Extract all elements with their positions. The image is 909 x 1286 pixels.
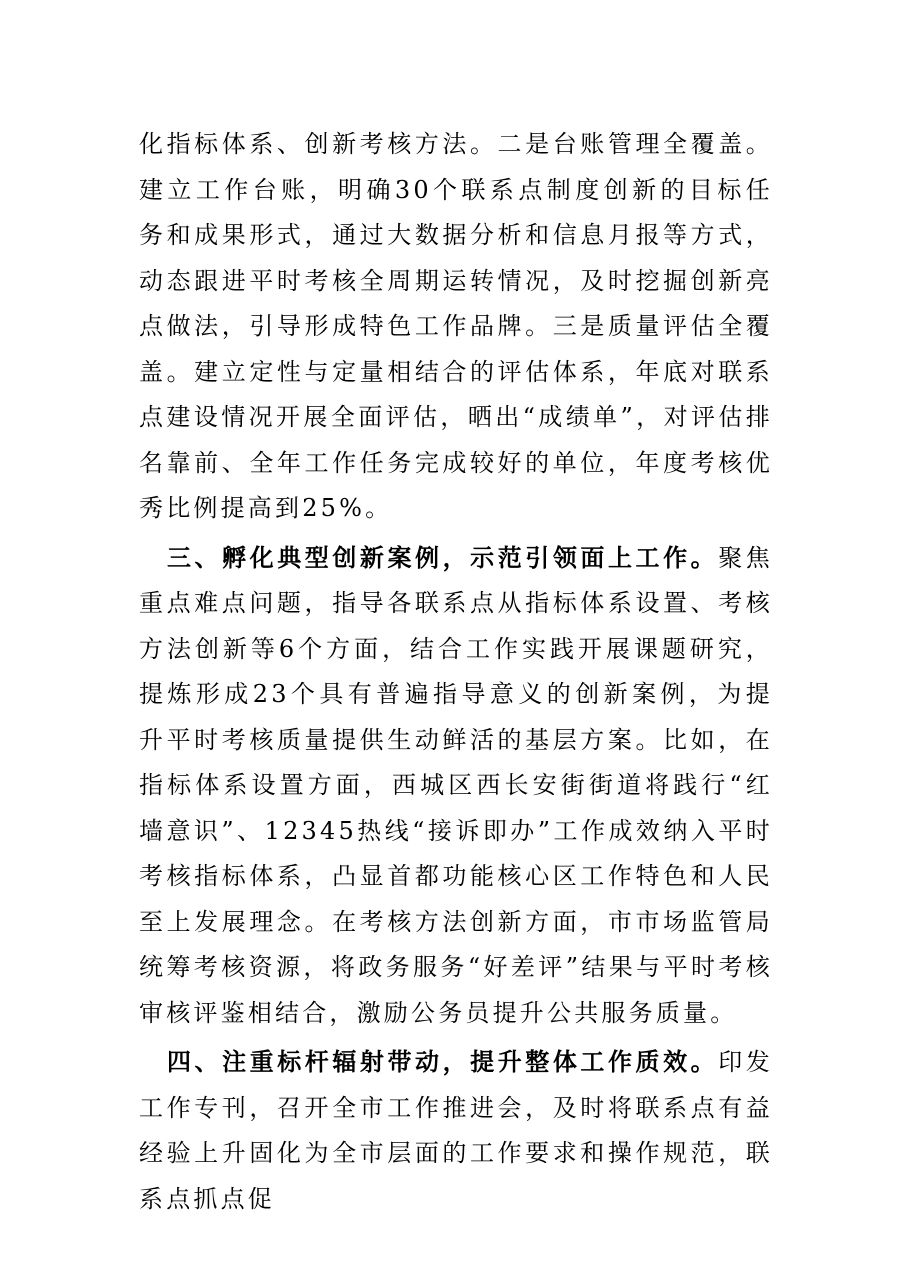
document-body	[139, 122, 773, 1222]
paragraph-1	[139, 122, 773, 532]
paragraph-3-heading: 四、注重标杆辐射带动，提升整体工作质效。	[167, 1048, 719, 1076]
paragraph-2-heading: 三、孵化典型创新案例，示范引领面上工作。	[167, 543, 719, 572]
paragraph-2-text: 聚焦重点难点问题，指导各联系点从指标体系设置、考核方法创新等6个方面，结合工作实践开展课题研究，提炼形成23个具有普遍指导意义的创新案例，为提升平时考核质量提供生动鲜活的基层方案。比如，在指标体系设置方面，西城区西长安街街道将践行“红墙意识”、12345热线“接诉即办”工作成效纳入平时考核指标体系，凸显首都功能核心区工作特色和人民至上发展理念。在考核方法创新方面，市市场监管局统筹考核资源，将政务服务“好差评”结果与平时考核审核评鉴相结合，激励公务员提升公共服务质量。	[139, 543, 773, 1027]
paragraph-3	[139, 1040, 773, 1222]
paragraph-3-text: 印发工作专刊，召开全市工作推进会，及时将联系点有益经验上升固化为全市层面的工作要求和操作规范，联系点抓点促	[139, 1048, 773, 1213]
paragraph-2	[139, 536, 773, 1037]
paragraph-1-text: 化指标体系、创新考核方法。二是台账管理全覆盖。建立工作台账，明确30个联系点制度创新的目标任务和成果形式，通过大数据分析和信息月报等方式，动态跟进平时考核全周期运转情况，及时挖掘创新亮点做法，引导形成特色工作品牌。三是质量评估全覆盖。建立定性与定量相结合的评估体系，年底对联系点建设情况开展全面评估，晒出“成绩单”，对评估排名靠前、全年工作任务完成较好的单位，年度考核优秀比例提高到25%。	[139, 130, 773, 522]
